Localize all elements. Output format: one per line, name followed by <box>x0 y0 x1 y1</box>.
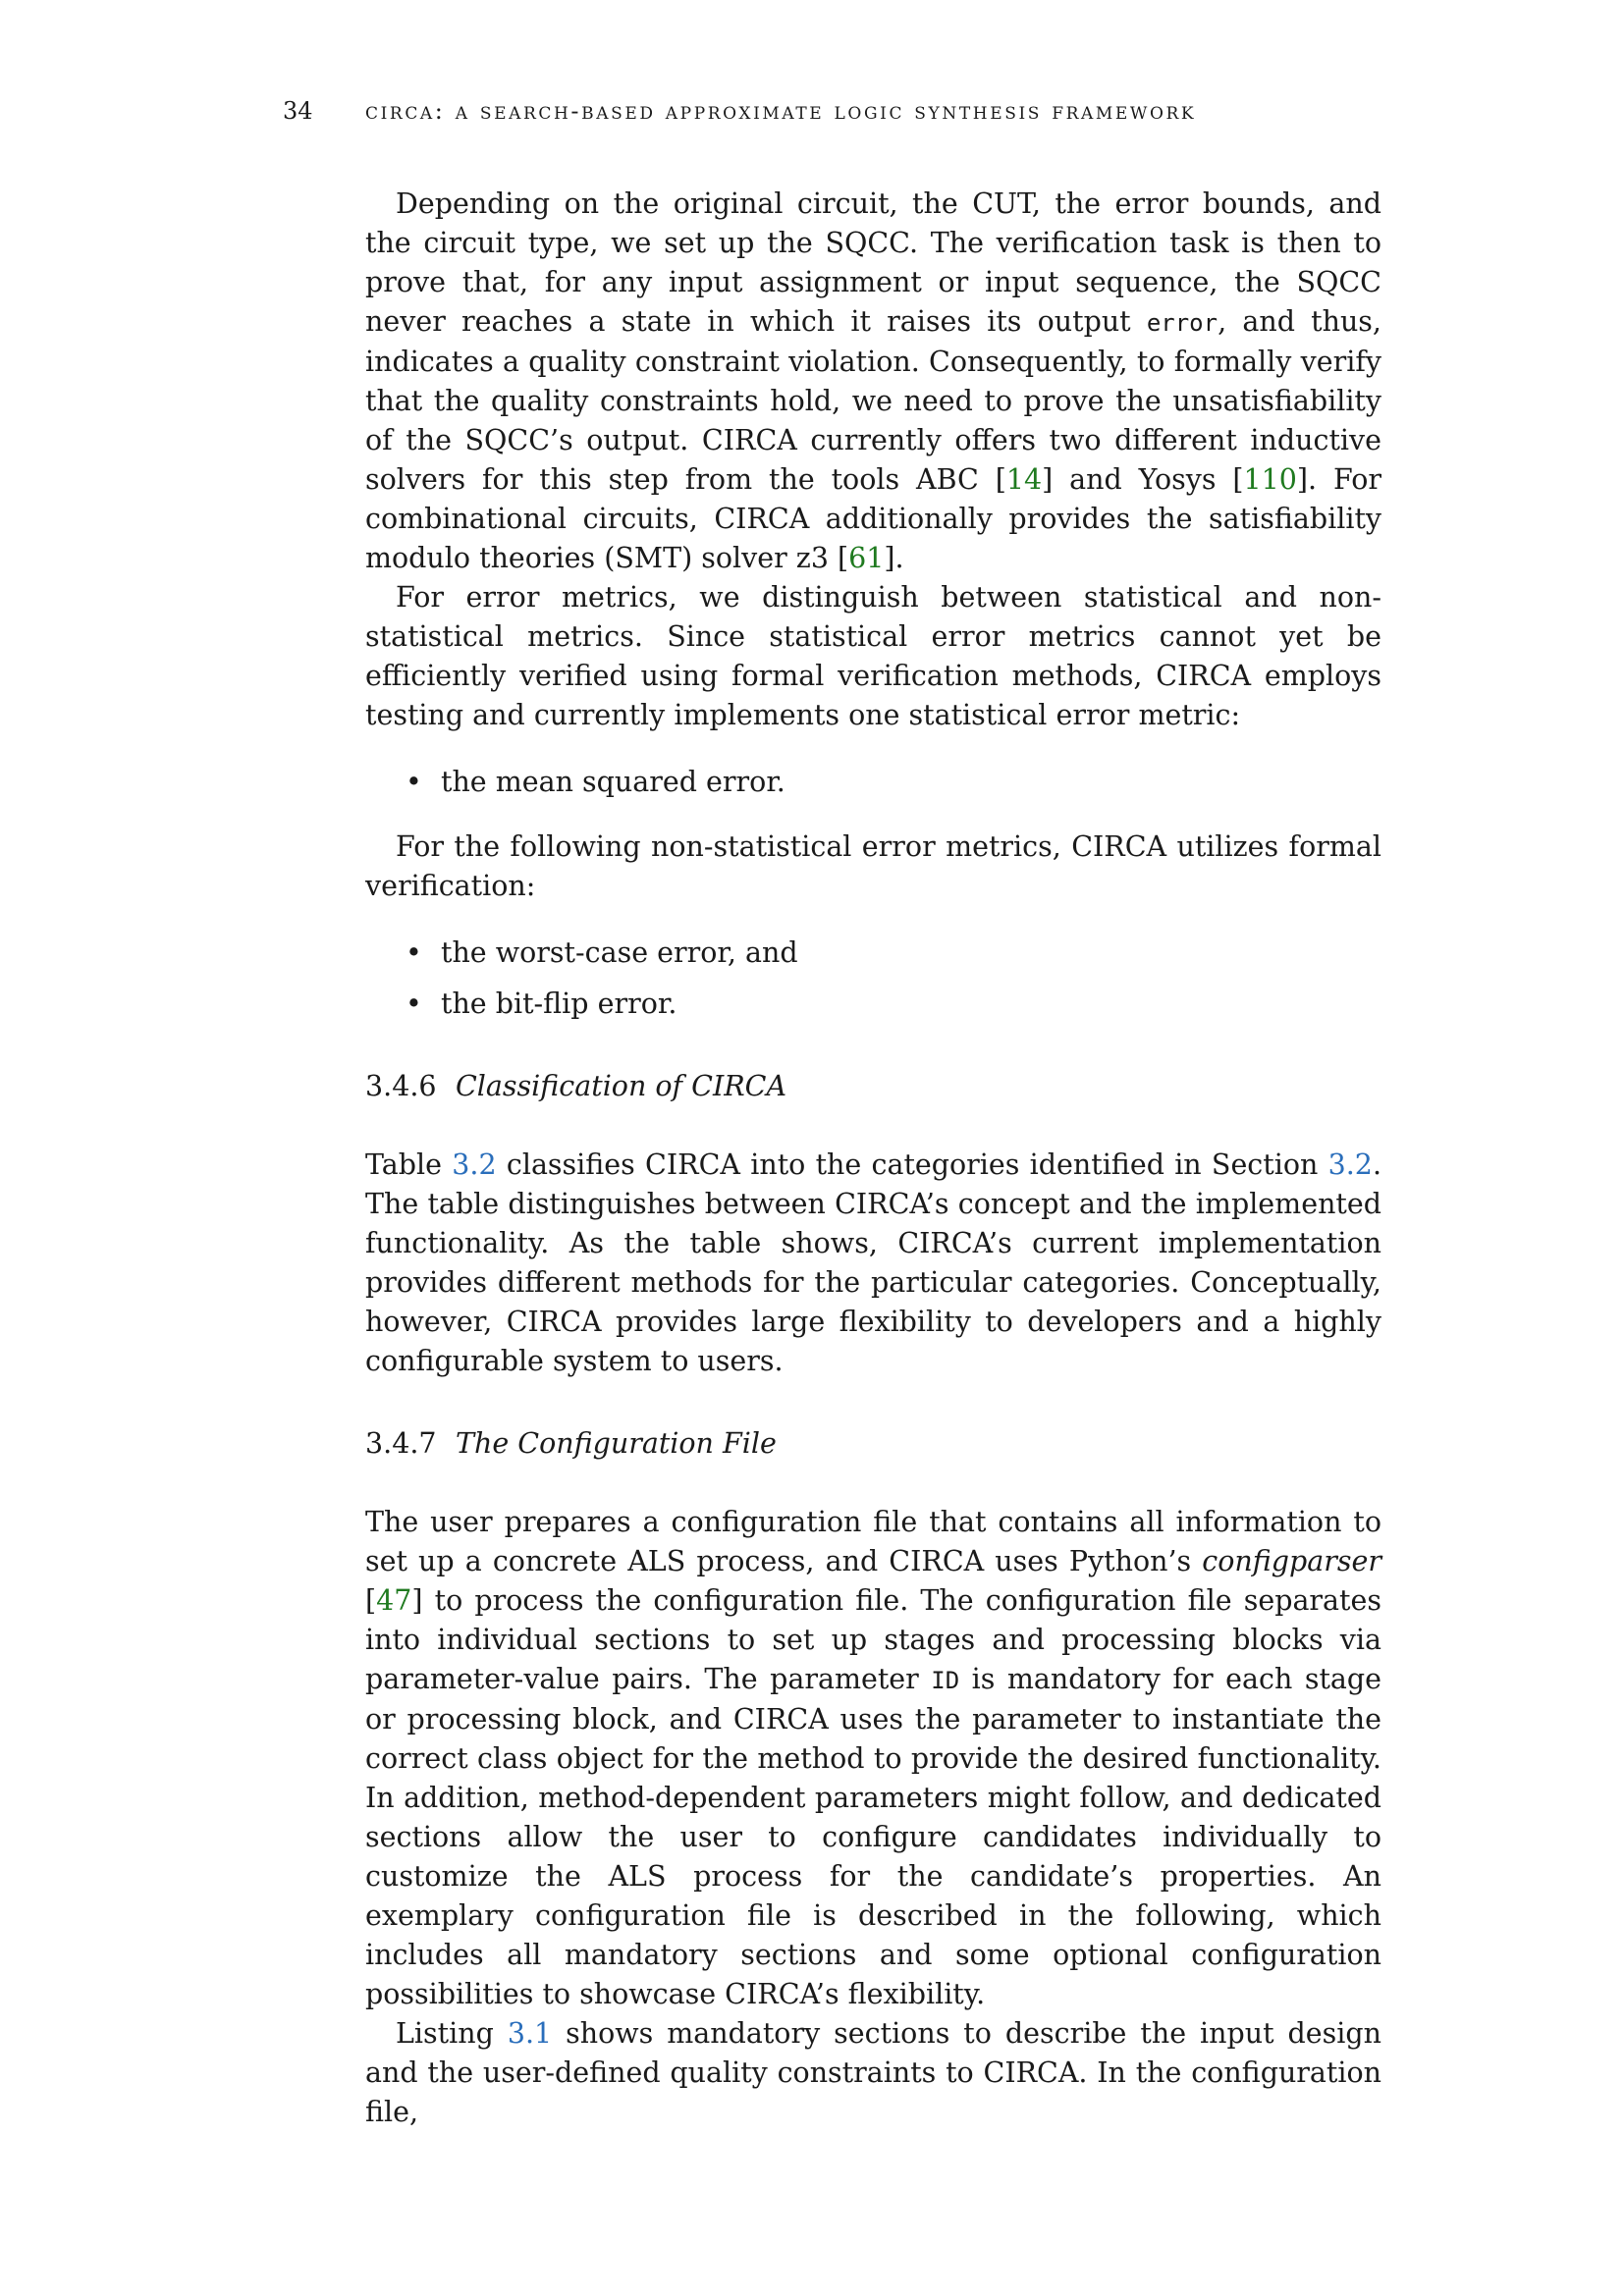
list-item-text: the bit-flip error. <box>441 988 677 1020</box>
table-reference-link[interactable]: 3.2 <box>452 1148 497 1181</box>
listing-reference-link[interactable]: 3.1 <box>507 2017 553 2050</box>
non-statistical-metrics-list <box>365 934 1381 1024</box>
paragraph-configuration-file <box>365 1503 1381 2014</box>
text-run: ] and Yosys [ <box>1042 463 1244 496</box>
statistical-metrics-list <box>365 763 1381 802</box>
page-number: 34 <box>283 97 313 125</box>
citation-link[interactable]: 47 <box>376 1584 412 1617</box>
text-run: ] to process the configuration file. The configuration file separates into individual sections to set up stages and processing blocks via parameter-value pairs. The parameter <box>365 1584 1381 1695</box>
text-run: [ <box>365 1584 377 1617</box>
section-title: The Configuration File <box>456 1427 777 1460</box>
page-content <box>365 185 1381 2132</box>
text-run: shows mandatory sections to describe the input design and the user-defined quality constraints to CIRCA. In the configuration file, <box>365 2017 1381 2128</box>
section-heading-configuration-file <box>365 1424 1381 1464</box>
list-item <box>365 985 1381 1024</box>
list-item-text: the worst-case error, and <box>441 936 798 969</box>
section-number: 3.4.7 <box>365 1427 437 1460</box>
list-item <box>365 763 1381 802</box>
bullet-icon: • <box>406 936 422 969</box>
code-id: ID <box>931 1667 960 1694</box>
text-run: , and thus, indicates a quality constraint violation. Consequently, to formally verify that the quality constraints hold, we need to prove the unsatisfiability of the SQCC’s output. CIRCA currently offers two different inductive solvers for this step from the tools ABC [ <box>365 305 1381 496</box>
citation-link[interactable]: 14 <box>1005 463 1043 496</box>
list-item <box>365 934 1381 973</box>
running-title: circa: a search-based approximate logic synthesis framework <box>365 97 1197 125</box>
section-reference-link[interactable]: 3.2 <box>1327 1148 1373 1181</box>
code-error: error <box>1146 309 1218 337</box>
paragraph-sqcc-verification <box>365 185 1381 578</box>
paragraph-error-metrics: For error metrics, we distinguish between statistical and non-statistical metrics. Since statistical error metrics cannot yet be efficiently verified using formal verification methods, CIRCA employs testing and currently implements one statistical error metric: <box>365 581 1381 731</box>
text-run: ]. For combinational circuits, CIRCA additionally provides the satisfiability modulo theories (SMT) solver z3 [ <box>365 463 1381 574</box>
paragraph-classification <box>365 1146 1381 1381</box>
citation-link[interactable]: 61 <box>848 542 885 574</box>
list-item-text: the mean squared error. <box>441 766 785 798</box>
citation-link[interactable]: 110 <box>1243 463 1297 496</box>
text-run: The user prepares a configuration file that contains all information to set up a concrete ALS process, and CIRCA uses Python’s <box>365 1506 1381 1577</box>
section-title: Classification of CIRCA <box>456 1070 787 1102</box>
text-run: classifies CIRCA into the categories identified in Section <box>496 1148 1328 1181</box>
paragraph-non-statistical: For the following non-statistical error metrics, CIRCA utilizes formal verification: <box>365 830 1381 902</box>
text-run: ]. <box>884 542 904 574</box>
text-run: . The table distinguishes between CIRCA’s concept and the implemented functionality. As the table shows, CIRCA’s current implementation provides different methods for the particular categories. Conceptually, however, CIRCA provides large flexibility to developers and a highly configurable system to users. <box>365 1148 1381 1377</box>
section-number: 3.4.6 <box>365 1070 437 1102</box>
text-run: Listing <box>396 2017 508 2050</box>
text-run: is mandatory for each stage or processing block, and CIRCA uses the parameter to instantiate the correct class object for the method to provide the desired functionality. In addition, method-dependent parameters might follow, and dedicated sections allow the user to configure candidates individually to customize the ALS process for the candidate’s properties. An exemplary configuration file is described in the following, which includes all mandatory sections and some optional configuration possibilities to showcase CIRCA’s flexibility. <box>365 1663 1381 2010</box>
bullet-icon: • <box>406 766 422 798</box>
section-heading-classification <box>365 1067 1381 1106</box>
emphasis-configparser: configparser <box>1202 1545 1381 1577</box>
bullet-icon: • <box>406 988 422 1020</box>
paragraph-listing <box>365 2014 1381 2132</box>
text-run: Table <box>365 1148 453 1181</box>
page-header <box>283 96 1382 126</box>
text-run: Depending on the original circuit, the CUT, the error bounds, and the circuit type, we set up the SQCC. The verification task is then to prove that, for any input assignment or input sequence, the SQCC never reaches a state in which it raises its output <box>365 187 1381 338</box>
